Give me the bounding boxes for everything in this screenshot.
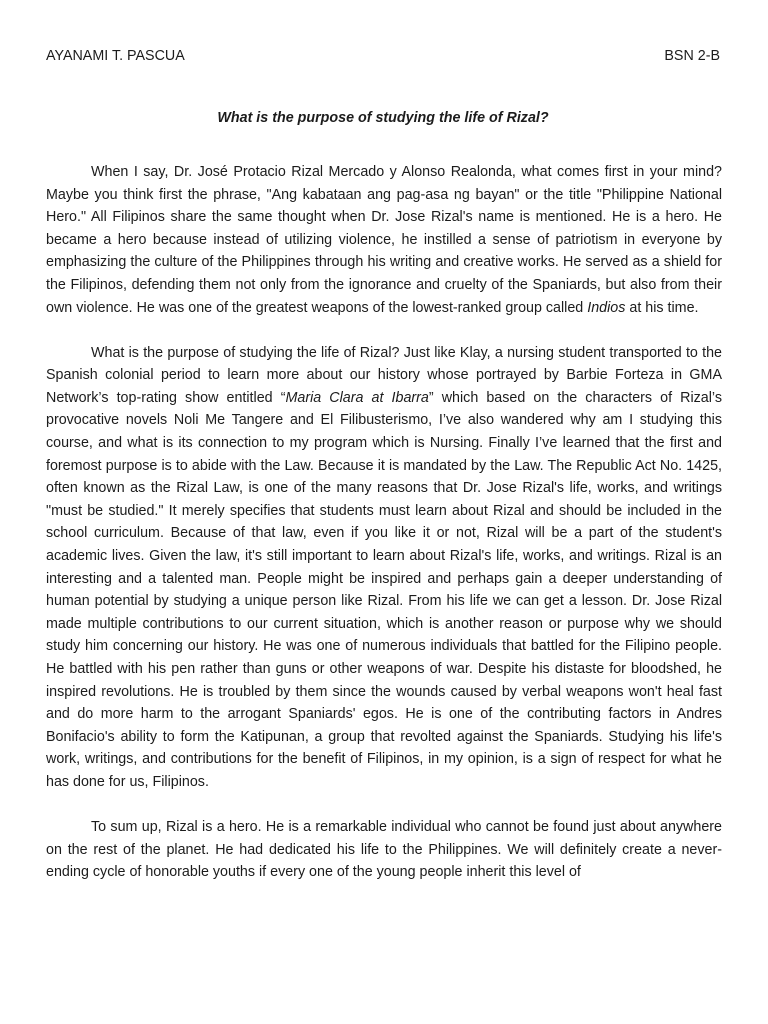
author-name: AYANAMI T. PASCUA (46, 48, 185, 64)
paragraph-3 (46, 816, 722, 884)
italic-term: Indios (587, 299, 626, 316)
essay-body (46, 161, 722, 884)
page-header (46, 47, 720, 65)
paragraph-2 (46, 342, 722, 794)
italic-show-title: Maria Clara at Ibarra (285, 389, 429, 406)
paragraph-text: at his time. (625, 299, 699, 316)
paragraph-text: When I say, Dr. José Protacio Rizal Mercado y Alonso Realonda, what comes first in your mind? Maybe you think first the phrase, "Ang kabataan ang pag-asa ng bayan" or the title "Philippine National Hero." All Filipinos share the same thought when Dr. Jose Rizal's name is mentioned. He is a hero. He became a hero because instead of utilizing violence, he instilled a sense of patriotism in everyone by emphasizing the culture of the Philippines through his writing and creative works. He served as a shield for the Filipinos, defending them not only from the ignorance and cruelty of the Spaniards, but also from their own violence. He was one of the greatest weapons of the lowest-ranked group called (46, 164, 722, 316)
essay-title: What is the purpose of studying the life of Rizal? (217, 110, 549, 126)
paragraph-text: ” which based on the characters of Rizal’s provocative novels Noli Me Tangere and El Filibusterismo, I’ve also wandered why am I studying this course, and what is its connection to my program which is Nursing. Finally I’ve learned that the first and foremost purpose is to abide with the Law. Because it is mandated by the Law. The Republic Act No. 1425, often known as the Rizal Law, is one of the many reasons that Dr. Jose Rizal's life, works, and writings "must be studied." It merely specifies that students must learn about Rizal and should be included in the school curriculum. Because of that law, even if you like it or not, Rizal will be a part of the student's academic lives. Given the law, it's still important to learn about Rizal's life, works, and writings. Rizal is an interesting and a talented man. People might be inspired and perhaps gain a deeper understanding of human potential by studying a unique person like Rizal. From his life we can get a lesson. Dr. Jose Rizal made multiple contributions to our current situation, which is another reason or purpose why we should study him concerning our history. He was one of numerous individuals that battled for the Filipino people. He battled with his pen rather than guns or other weapons of war. Despite his distaste for bloodshed, he inspired revolutions. He is troubled by them since the wounds caused by verbal weapons won't heal fast and do more harm to the arrogant Spaniards' egos. He is one of the contributing factors in Andres Bonifacio's ability to form the Katipunan, a group that revolted against the Spaniards. Studying his life's work, writings, and contributions for the benefit of Filipinos, in my opinion, is a sign of respect for what he has done for us, Filipinos. (46, 389, 722, 790)
paragraph-text: To sum up, Rizal is a hero. He is a remarkable individual who cannot be found just about anywhere on the rest of the planet. He had dedicated his life to the Philippines. We will definitely create a never-ending cycle of honorable youths if every one of the young people inherit this level of (46, 819, 722, 881)
paragraph-1 (46, 161, 722, 319)
paragraph-text: What is the purpose of studying the life of Rizal? Just like Klay, a nursing student transported to the Spanish colonial period to learn more about our history whose portrayed by Barbie Forteza in GMA Network’s top-rating show entitled “ (46, 344, 722, 406)
course-section: BSN 2-B (664, 48, 720, 64)
